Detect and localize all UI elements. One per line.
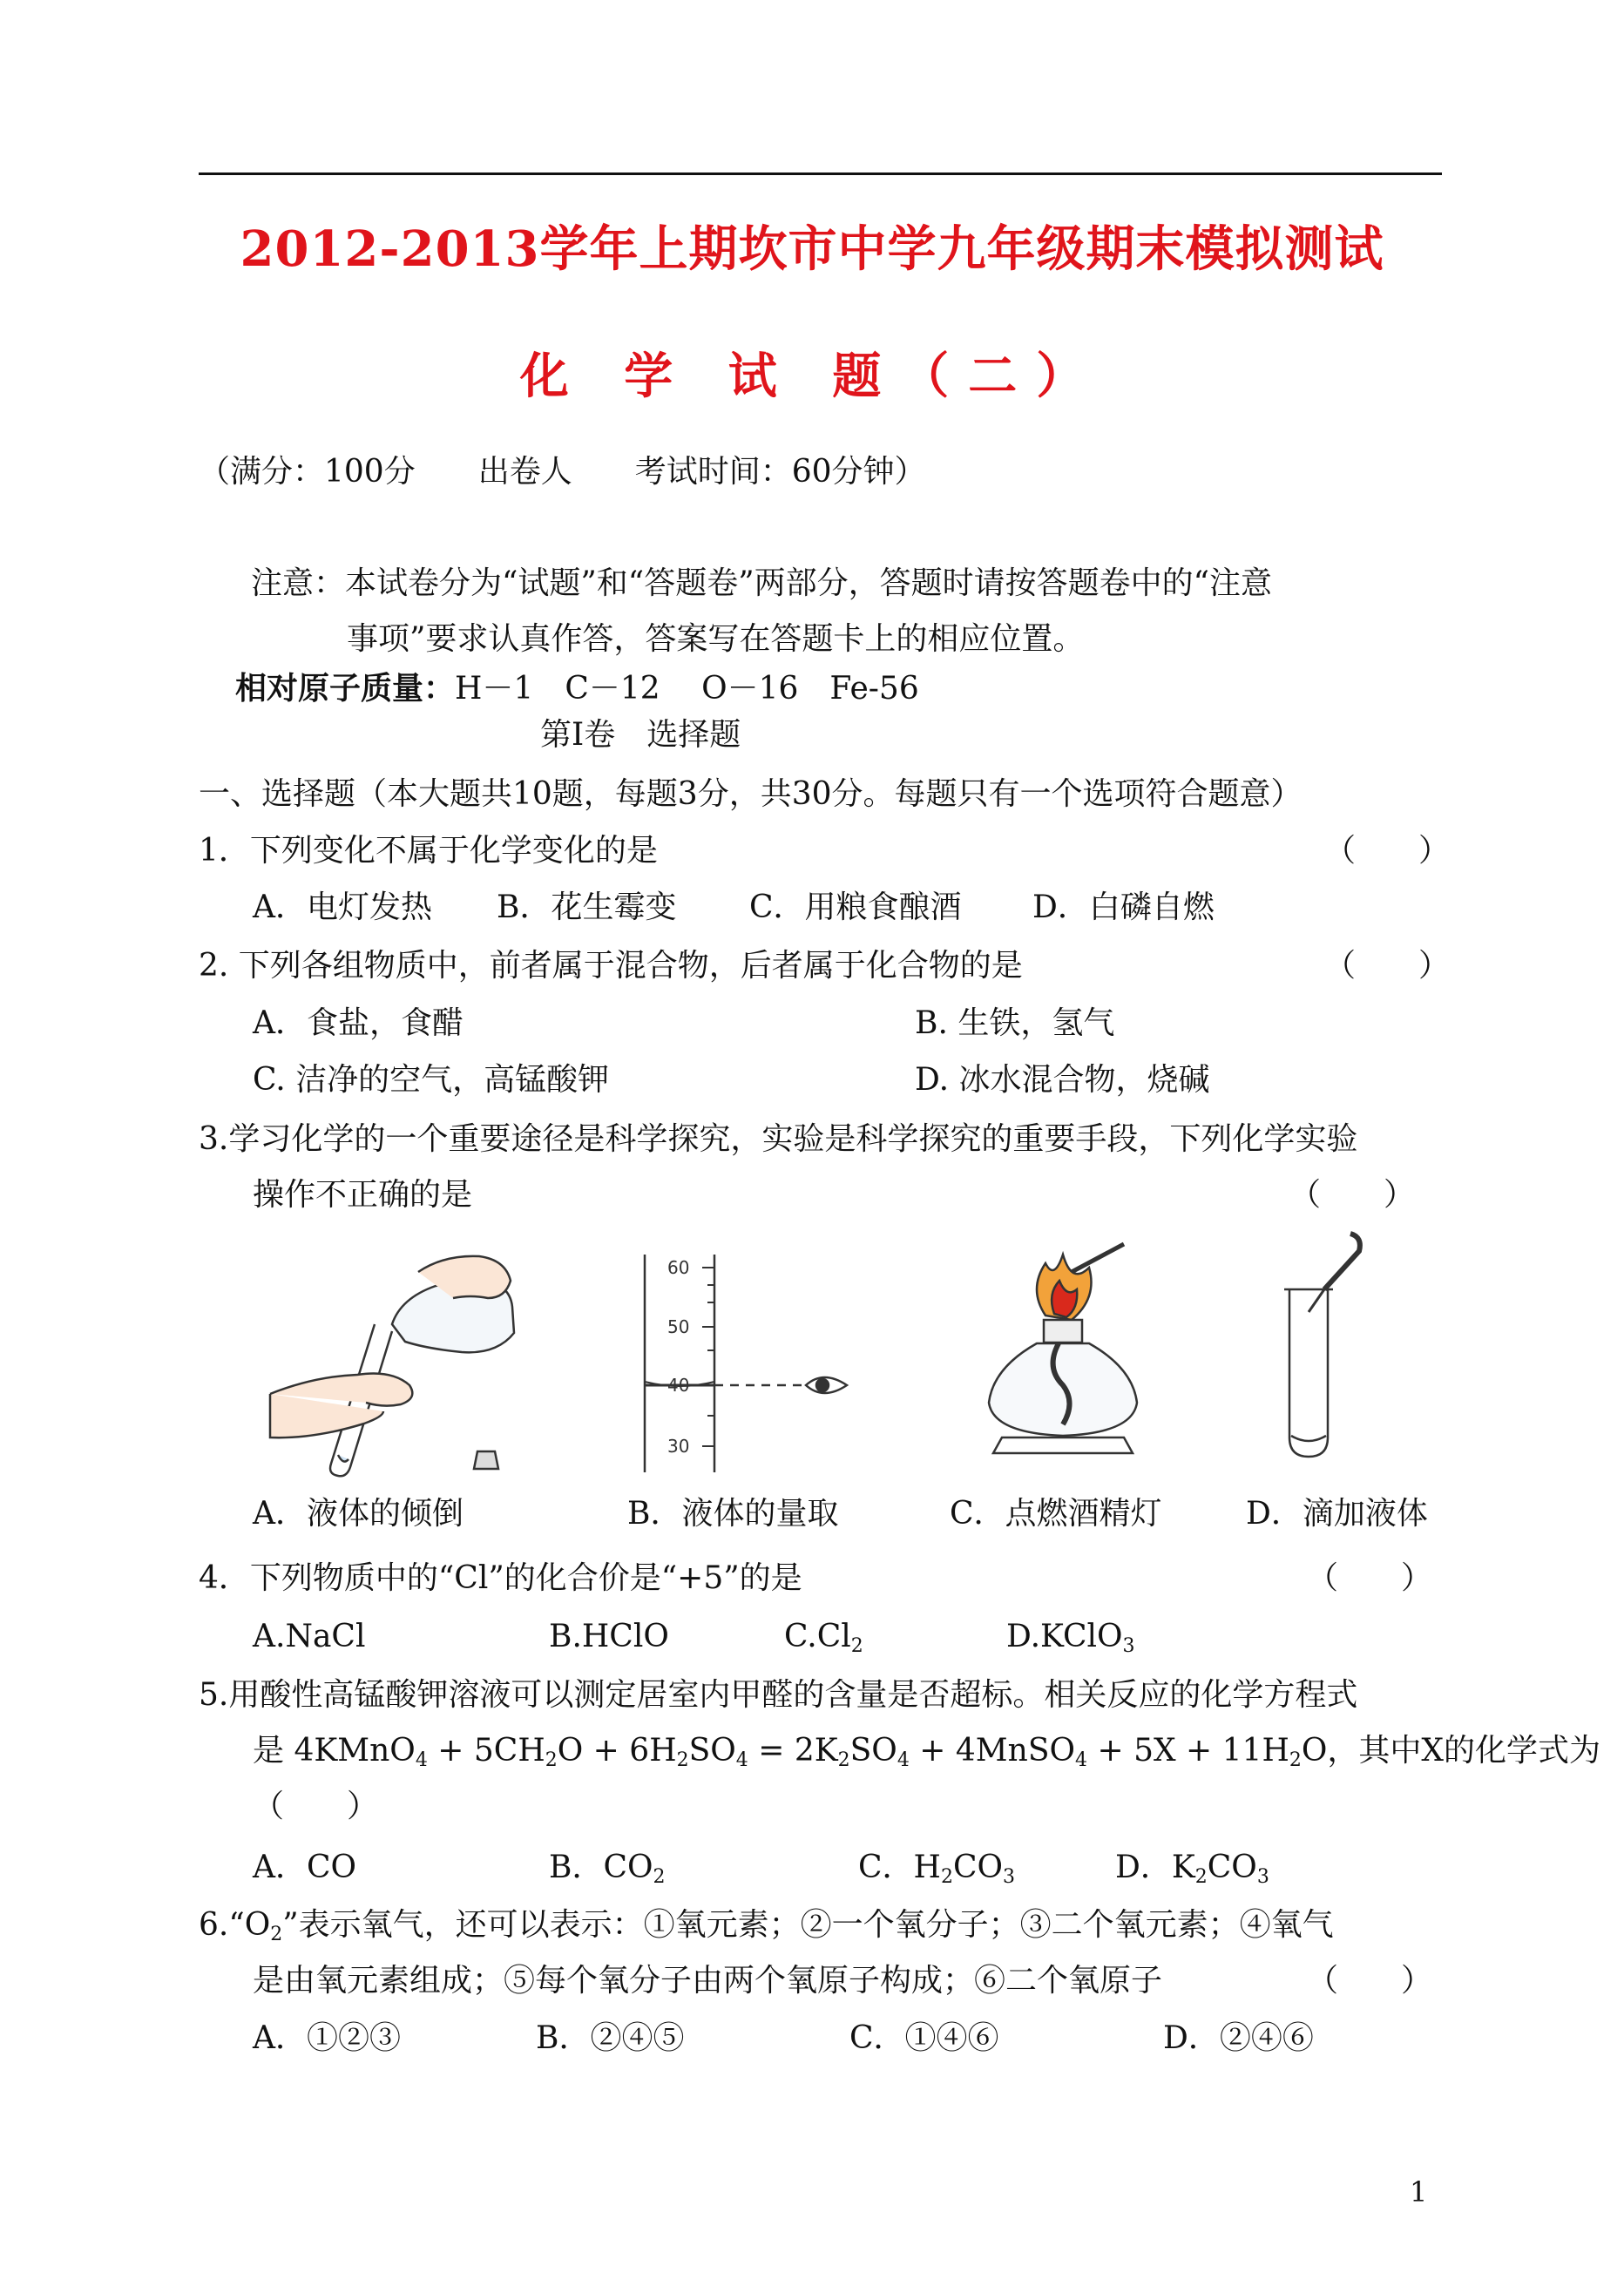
q4-option-d: D.KClO$_3$ bbox=[1006, 1619, 1135, 1657]
q2-answer-paren: （ ） bbox=[1324, 948, 1451, 984]
q3-option-c: C．点燃酒精灯 bbox=[950, 1496, 1162, 1532]
q4-option-a: A.NaCl bbox=[253, 1619, 366, 1654]
q5-stem-line-1: 5.用酸性高锰酸钾溶液可以测定居室内甲醛的含量是否超标。相关反应的化学方程式 bbox=[199, 1677, 1358, 1713]
q5-option-b: B．$CO_2$ bbox=[549, 1850, 666, 1888]
q3-stem-line-1: 3.学习化学的一个重要途径是科学探究，实验是科学探究的重要手段，下列化学实验 bbox=[199, 1121, 1358, 1157]
q6-stem-line-1: $6.“O_2$”表示氧气，还可以表示：①氧元素；②一个氧分子；③二个氧元素；④氧气 bbox=[199, 1907, 1334, 1945]
q6-stem-line-2: 是由氧元素组成；⑤每个氧分子由两个氧原子构成；⑥二个氧原子 bbox=[253, 1963, 1163, 1999]
q6-answer-paren: （ ） bbox=[1307, 1963, 1433, 1999]
notice-line-2: 事项”要求认真作答，答案写在答题卡上的相应位置。 bbox=[347, 621, 1085, 657]
atomic-mass-values: H－1 C－12 O－16 Fe-56 bbox=[455, 671, 919, 707]
exam-title: 2012-2013学年上期坎市中学九年级期末模拟测试 bbox=[240, 220, 1384, 278]
pouring-liquid-illustration bbox=[261, 1237, 523, 1481]
q3-option-d: D．滴加液体 bbox=[1246, 1496, 1428, 1532]
q5-answer-paren: （ ） bbox=[253, 1789, 379, 1824]
q6-option-b: B．②④⑤ bbox=[536, 2020, 685, 2056]
cylinder-tick-60: 60 bbox=[667, 1257, 690, 1278]
measuring-cylinder-illustration bbox=[636, 1255, 880, 1490]
q2-option-c: C. 洁净的空气，高锰酸钾 bbox=[253, 1062, 610, 1098]
q2-option-d: D. 冰水混合物，烧碱 bbox=[915, 1062, 1210, 1098]
q1-option-d: D．白磷自燃 bbox=[1032, 889, 1215, 925]
q1-option-a: A．电灯发热 bbox=[253, 889, 432, 925]
q1-answer-paren: （ ） bbox=[1324, 833, 1451, 869]
notice-line-1: 注意：本试卷分为“试题”和“答题卷”两部分，答题时请按答题卷中的“注意 bbox=[251, 565, 1273, 601]
cylinder-tick-50: 50 bbox=[667, 1316, 690, 1337]
q1-stem: 1．下列变化不属于化学变化的是 bbox=[199, 833, 658, 869]
q4-option-c: $C.Cl_2$ bbox=[784, 1619, 863, 1657]
q6-option-d: D．②④⑥ bbox=[1163, 2020, 1314, 2056]
q4-stem: 4．下列物质中的“Cl”的化合价是“+5”的是 bbox=[199, 1560, 802, 1596]
q6-option-c: C．①④⑥ bbox=[849, 2020, 999, 2056]
cylinder-tick-40: 40 bbox=[667, 1375, 690, 1396]
q5-option-c: C．$H_2CO_3$ bbox=[858, 1850, 1016, 1888]
top-rule bbox=[199, 172, 1442, 175]
q3-option-b: B．液体的量取 bbox=[627, 1496, 839, 1532]
q5-option-a: A．CO bbox=[253, 1850, 357, 1885]
volume-title: 第Ⅰ卷 选择题 bbox=[540, 717, 741, 753]
alcohol-lamp-illustration bbox=[976, 1237, 1150, 1464]
q1-option-c: C．用粮食酿酒 bbox=[749, 889, 962, 925]
page-number: 1 bbox=[1410, 2175, 1428, 2208]
q5-option-d: D．$K_2CO_3$ bbox=[1115, 1850, 1269, 1888]
q6-option-a: A．①②③ bbox=[253, 2020, 401, 2056]
q1-option-b: B．花生霉变 bbox=[497, 889, 677, 925]
cylinder-tick-30: 30 bbox=[667, 1436, 690, 1457]
q5-equation: 是 4KMnO$_4$ + $5CH_2O + 6H_2SO_4 = 2K_2SO_4$ + 4MnSO$_4$ + $5X + 11H_2O$，其中X的化学式为 bbox=[253, 1733, 1601, 1771]
q2-option-a: A．食盐，食醋 bbox=[253, 1005, 464, 1041]
q2-option-b: B. 生铁，氢气 bbox=[915, 1005, 1115, 1041]
q3-stem-line-2: 操作不正确的是 bbox=[253, 1177, 473, 1213]
q4-answer-paren: （ ） bbox=[1307, 1560, 1433, 1596]
atomic-mass bbox=[235, 669, 919, 708]
exam-subtitle: 化 学 试 题（二） bbox=[519, 348, 1105, 405]
q3-option-a: A．液体的倾倒 bbox=[253, 1496, 464, 1532]
section-title: 一、选择题（本大题共10题，每题3分，共30分。每题只有一个选项符合题意） bbox=[199, 776, 1303, 812]
q2-stem: 2. 下列各组物质中，前者属于混合物，后者属于化合物的是 bbox=[199, 948, 1023, 984]
exam-info: （满分：100分 出卷人 考试时间：60分钟） bbox=[199, 454, 926, 490]
dropper-illustration bbox=[1272, 1228, 1377, 1472]
atomic-mass-label: 相对原子质量： bbox=[235, 670, 456, 707]
q4-option-b: B.HClO bbox=[549, 1619, 669, 1654]
q3-answer-paren: （ ） bbox=[1289, 1177, 1416, 1213]
